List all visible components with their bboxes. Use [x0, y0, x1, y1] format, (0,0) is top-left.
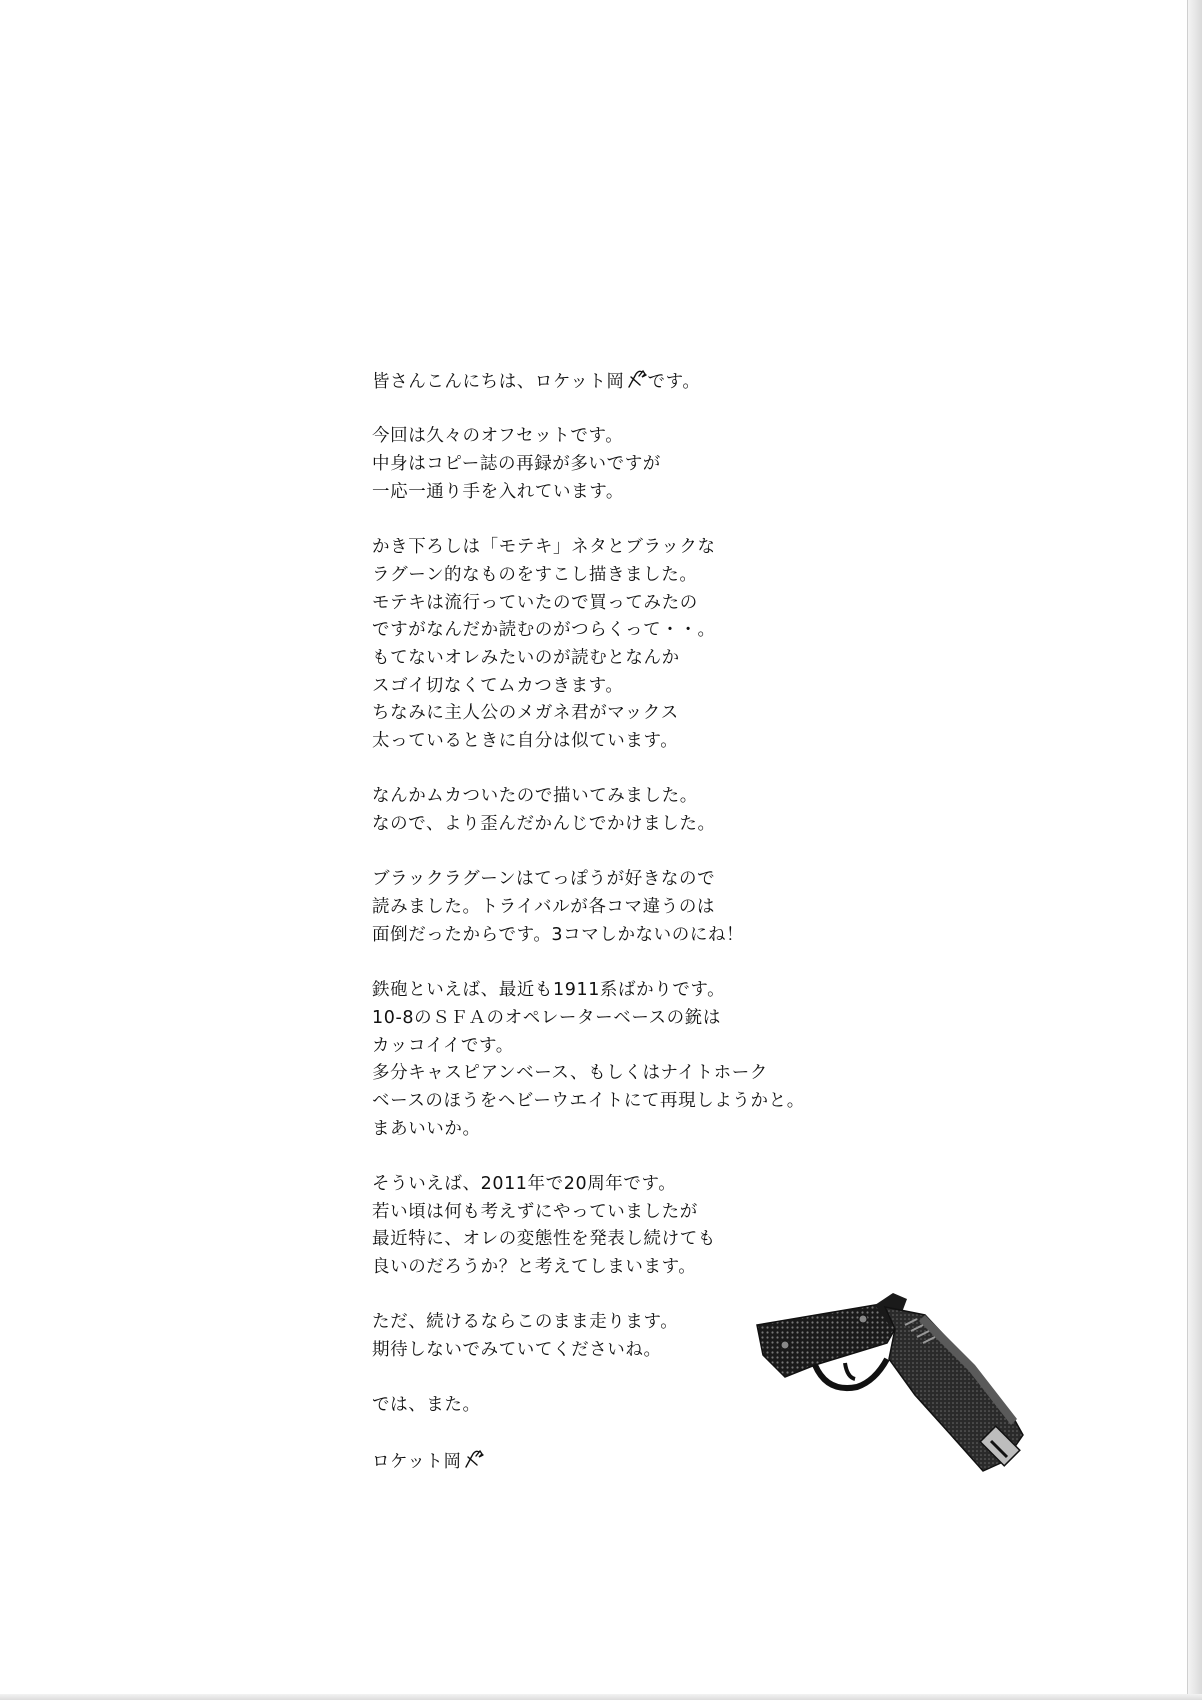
paragraph-greeting	[372, 368, 892, 396]
paragraph-offset	[372, 423, 892, 506]
paragraph-moteki	[372, 534, 892, 756]
pistol-icon	[755, 1285, 1035, 1485]
text-line: なので、より歪んだかんじでかけました。	[372, 814, 716, 834]
text-line: まあいいか。	[372, 1118, 481, 1139]
text-line: 中身はコピー誌の再録が多いですが	[372, 454, 661, 475]
text-line: 多分キャスピアンベース、もしくはナイトホーク	[372, 1063, 768, 1084]
text-line: 今回は久々のオフセットです。	[372, 426, 624, 447]
text-line: 読みました。トライバルが各コマ違うのは	[372, 897, 716, 918]
text-line: 10-8のＳＦＡのオペレーターベースの銃は	[372, 1007, 721, 1028]
signature-mark-icon	[626, 368, 648, 390]
text-line: 一応一通り手を入れています。	[372, 481, 624, 502]
text-line: 太っているときに自分は似ています。	[372, 730, 679, 751]
text-line: カッコイイです。	[372, 1035, 514, 1056]
text-line: 鉄砲といえば、最近も1911系ばかりです。	[372, 980, 726, 1001]
text-line: ベースのほうをヘビーウエイトにて再現しようかと。	[372, 1090, 805, 1111]
text-fragment: 皆さんこんにちは、ロケット岡	[372, 372, 625, 392]
text-line: 最近特に、オレの変態性を発表し続けても	[372, 1229, 716, 1250]
paragraph-anniversary	[372, 1171, 892, 1282]
text-line: ですがなんだか読むのがつらくって・・。	[372, 620, 716, 641]
text-line: スゴイ切なくてムカつきます。	[372, 675, 624, 696]
text-line: 若い頃は何も考えずにやっていましたが	[372, 1201, 698, 1222]
text-fragment: です。	[647, 372, 701, 392]
text-line: 面倒だったからです。3コマしかないのにね！	[372, 924, 745, 945]
text-line: なんかムカついたので描いてみました。	[372, 786, 698, 807]
text-line: 期待しないでみていてくださいね。	[372, 1340, 662, 1361]
text-line: ちなみに主人公のメガネ君がマックス	[372, 703, 679, 724]
text-line: もてないオレみたいのが読むとなんか	[372, 647, 680, 668]
paragraph-guns	[372, 977, 892, 1143]
text-line: ラグーン的なものをすこし描きました。	[372, 564, 698, 585]
text-line: ただ、続けるならこのまま走ります。	[372, 1312, 679, 1333]
paragraph-drawn	[372, 783, 892, 838]
signature-name: ロケット岡	[372, 1451, 462, 1472]
signature-mark-icon	[463, 1448, 485, 1470]
page-edge-bottom	[0, 1694, 1202, 1700]
text-line: かき下ろしは「モテキ」ネタとブラックな	[372, 537, 716, 558]
text-line: では、また。	[372, 1395, 481, 1416]
text-line: そういえば、2011年で20周年です。	[372, 1173, 677, 1194]
page-edge-right	[1187, 0, 1202, 1700]
text-line: ブラックラグーンはてっぽうが好きなので	[372, 869, 716, 890]
text-line	[372, 368, 892, 396]
text-line: モテキは流行っていたので買ってみたの	[372, 592, 698, 613]
paragraph-black-lagoon	[372, 866, 892, 949]
text-line: 良いのだろうか？と考えてしまいます。	[372, 1257, 697, 1277]
